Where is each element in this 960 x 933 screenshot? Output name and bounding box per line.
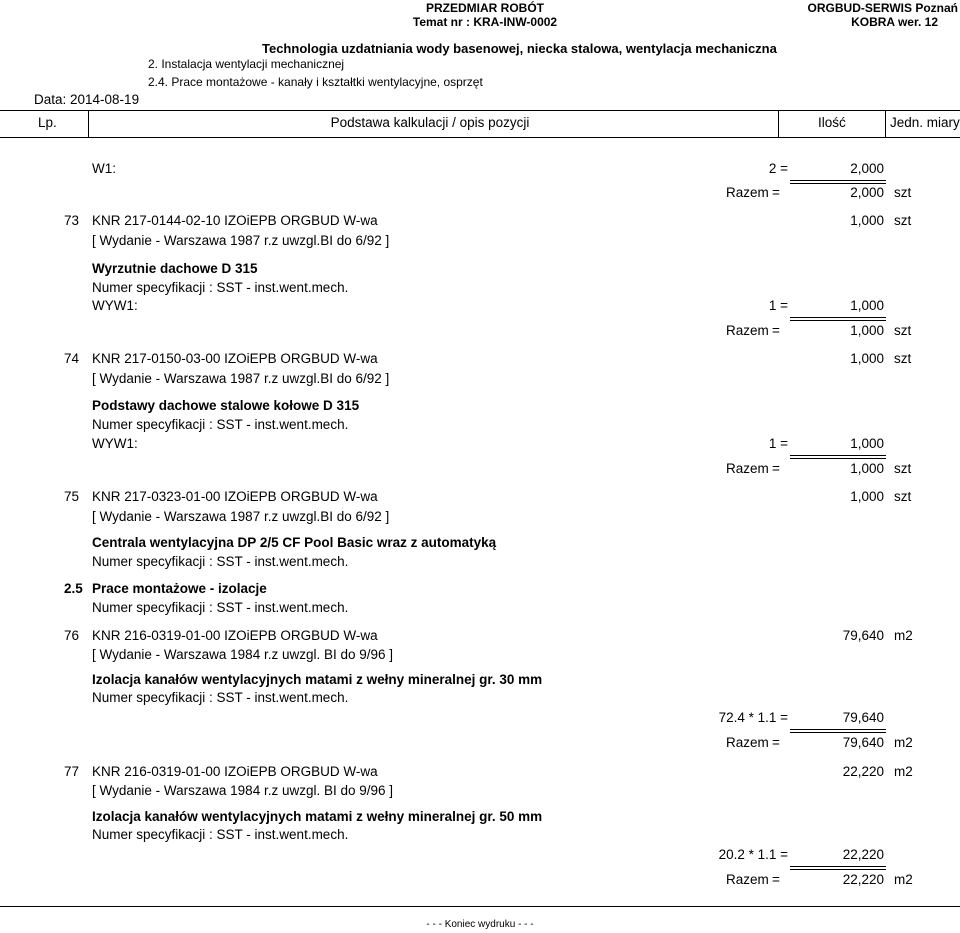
razem-label: Razem bbox=[726, 461, 769, 476]
position-edition: [ Wydanie - Warszawa 1984 r.z uwzgl. BI do 9/96 ] bbox=[92, 783, 394, 798]
calc-value: 1,000 bbox=[850, 436, 884, 451]
sum-rule bbox=[790, 183, 886, 184]
column-header-description: Podstawa kalkulacji / opis pozycji bbox=[330, 115, 530, 130]
razem-unit: m2 bbox=[894, 872, 913, 887]
company-name: ORGBUD-SERWIS Poznań bbox=[807, 1, 958, 15]
position-unit: szt bbox=[894, 351, 912, 366]
position-number: 75 bbox=[64, 489, 80, 504]
section-title: Prace montażowe - izolacje bbox=[92, 581, 267, 596]
position-number: 76 bbox=[64, 628, 80, 643]
position-spec: Numer specyfikacji : SST - inst.went.mech. bbox=[92, 690, 349, 705]
position-spec: Numer specyfikacji : SST - inst.went.mech. bbox=[92, 827, 349, 842]
position-unit: m2 bbox=[894, 628, 913, 643]
sum-rule bbox=[790, 729, 886, 730]
position-name: Izolacja kanałów wentylacyjnych matami z wełny mineralnej gr. 30 mm bbox=[92, 672, 543, 687]
subsection-heading: 2.4. Prace montażowe - kanały i kształtki wentylacyjne, osprzęt bbox=[148, 75, 483, 89]
column-header-unit: Jedn. miary bbox=[890, 115, 960, 130]
razem-label: Razem bbox=[726, 735, 769, 750]
razem-equals: = bbox=[772, 735, 780, 750]
position-code: KNR 217-0323-01-00 IZOiEPB ORGBUD W-wa bbox=[92, 489, 378, 504]
calc-expression: 1 = bbox=[768, 436, 788, 451]
position-name: Izolacja kanałów wentylacyjnych matami z wełny mineralnej gr. 50 mm bbox=[92, 809, 543, 824]
project-title: Technologia uzdatniania wody basenowej, niecka stalowa, wentylacja mechaniczna bbox=[262, 41, 777, 56]
calc-expression: 20.2 * 1.1 = bbox=[718, 847, 788, 862]
calc-label: WYW1: bbox=[92, 436, 138, 451]
position-quantity: 79,640 bbox=[842, 628, 884, 643]
position-edition: [ Wydanie - Warszawa 1987 r.z uwzgl.BI do 6/92 ] bbox=[92, 233, 390, 248]
razem-equals: = bbox=[772, 185, 780, 200]
position-edition: [ Wydanie - Warszawa 1984 r.z uwzgl. BI do 9/96 ] bbox=[92, 647, 394, 662]
sum-rule bbox=[790, 732, 886, 733]
column-divider bbox=[885, 110, 886, 137]
position-edition: [ Wydanie - Warszawa 1987 r.z uwzgl.BI do 6/92 ] bbox=[92, 371, 390, 386]
position-number: 73 bbox=[64, 213, 80, 228]
position-quantity: 1,000 bbox=[850, 213, 884, 228]
section-spec: Numer specyfikacji : SST - inst.went.mech. bbox=[92, 600, 349, 615]
position-name: Wyrzutnie dachowe D 315 bbox=[92, 261, 258, 276]
end-of-printout: - - - Koniec wydruku - - - bbox=[426, 919, 534, 930]
position-name: Centrala wentylacyjna DP 2/5 CF Pool Basic wraz z automatyką bbox=[92, 535, 497, 550]
sum-rule bbox=[790, 320, 886, 321]
razem-value: 1,000 bbox=[850, 323, 884, 338]
position-name: Podstawy dachowe stalowe kołowe D 315 bbox=[92, 398, 360, 413]
calc-value: 22,220 bbox=[842, 847, 884, 862]
sum-rule bbox=[790, 180, 886, 181]
position-spec: Numer specyfikacji : SST - inst.went.mech. bbox=[92, 280, 349, 295]
razem-label: Razem bbox=[726, 872, 769, 887]
position-number: 74 bbox=[64, 351, 80, 366]
position-code: KNR 217-0144-02-10 IZOiEPB ORGBUD W-wa bbox=[92, 213, 378, 228]
position-spec: Numer specyfikacji : SST - inst.went.mech. bbox=[92, 417, 349, 432]
razem-value: 79,640 bbox=[842, 735, 884, 750]
razem-unit: szt bbox=[894, 323, 912, 338]
position-quantity: 22,220 bbox=[842, 764, 884, 779]
document-date: Data: 2014-08-19 bbox=[34, 92, 140, 107]
calc-expression: 1 = bbox=[768, 298, 788, 313]
razem-equals: = bbox=[772, 323, 780, 338]
calc-label: W1: bbox=[92, 161, 117, 176]
sum-rule bbox=[790, 458, 886, 459]
position-number: 77 bbox=[64, 764, 80, 779]
section-number: 2.5 bbox=[64, 581, 83, 596]
position-code: KNR 216-0319-01-00 IZOiEPB ORGBUD W-wa bbox=[92, 628, 378, 643]
column-divider bbox=[778, 110, 779, 137]
calc-label: WYW1: bbox=[92, 298, 138, 313]
calc-value: 79,640 bbox=[842, 710, 884, 725]
table-bottom-border bbox=[0, 906, 960, 907]
sum-rule bbox=[790, 869, 886, 870]
sum-rule bbox=[790, 317, 886, 318]
razem-equals: = bbox=[772, 872, 780, 887]
razem-equals: = bbox=[772, 461, 780, 476]
position-code: KNR 217-0150-03-00 IZOiEPB ORGBUD W-wa bbox=[92, 351, 378, 366]
column-divider bbox=[88, 110, 89, 137]
position-quantity: 1,000 bbox=[850, 489, 884, 504]
report-title: PRZEDMIAR ROBÓT bbox=[426, 1, 544, 15]
razem-unit: m2 bbox=[894, 735, 913, 750]
razem-value: 1,000 bbox=[850, 461, 884, 476]
razem-value: 2,000 bbox=[850, 185, 884, 200]
table-header-bottom-border bbox=[0, 137, 960, 138]
razem-label: Razem bbox=[726, 185, 769, 200]
calc-expression: 2 = bbox=[768, 161, 788, 176]
software-version: KOBRA wer. 12 bbox=[851, 15, 938, 29]
document-number: Temat nr : KRA-INW-0002 bbox=[412, 15, 558, 29]
column-header-lp: Lp. bbox=[38, 115, 57, 130]
razem-unit: szt bbox=[894, 185, 912, 200]
position-edition: [ Wydanie - Warszawa 1987 r.z uwzgl.BI do 6/92 ] bbox=[92, 509, 390, 524]
column-header-quantity: Ilość bbox=[818, 115, 846, 130]
position-spec: Numer specyfikacji : SST - inst.went.mech. bbox=[92, 554, 349, 569]
section-heading: 2. Instalacja wentylacji mechanicznej bbox=[148, 57, 345, 71]
table-top-border bbox=[0, 110, 960, 111]
calc-expression: 72.4 * 1.1 = bbox=[718, 710, 788, 725]
position-code: KNR 216-0319-01-00 IZOiEPB ORGBUD W-wa bbox=[92, 764, 378, 779]
calc-value: 2,000 bbox=[850, 161, 884, 176]
position-quantity: 1,000 bbox=[850, 351, 884, 366]
razem-value: 22,220 bbox=[842, 872, 884, 887]
position-unit: szt bbox=[894, 489, 912, 504]
sum-rule bbox=[790, 455, 886, 456]
calc-value: 1,000 bbox=[850, 298, 884, 313]
position-unit: m2 bbox=[894, 764, 913, 779]
razem-unit: szt bbox=[894, 461, 912, 476]
position-unit: szt bbox=[894, 213, 912, 228]
sum-rule bbox=[790, 866, 886, 867]
razem-label: Razem bbox=[726, 323, 769, 338]
